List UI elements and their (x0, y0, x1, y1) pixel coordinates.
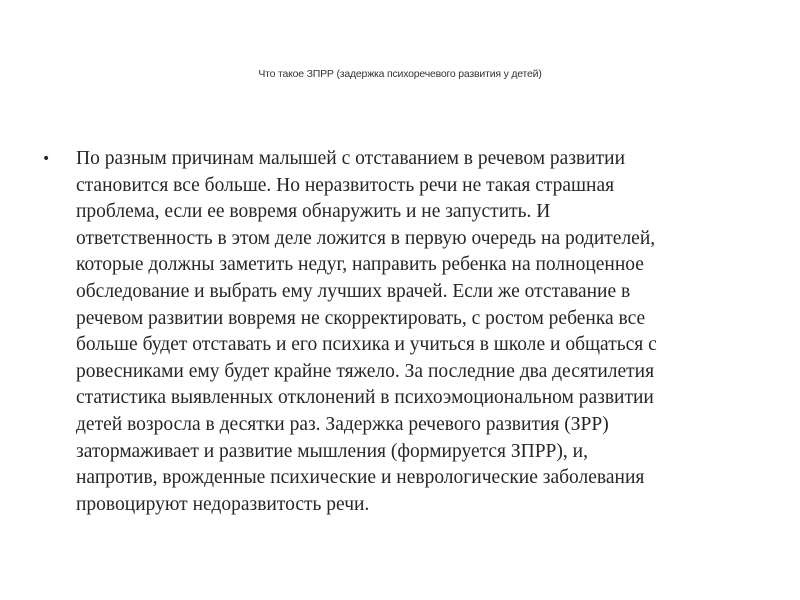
text-line: По разным причинам малышей с отставанием в речевом развитии (76, 148, 626, 169)
bullet-item (42, 146, 762, 518)
bullet-list (42, 146, 762, 518)
slide-title: Что такое ЗПРР (задержка психоречевого развития у детей) (258, 68, 542, 80)
text-line: затормаживает и развитие мышления (формируется ЗПРР), и, (76, 440, 588, 462)
text-line: детей возросла в десятки раз. Задержка речевого развития (ЗРР) (76, 413, 609, 435)
text-line: провоцируют недоразвитость речи. (76, 493, 370, 515)
text-line: больше будет отставать и его психика и учиться в школе и общаться с (76, 334, 657, 356)
text-line: ответственность в этом деле ложится в первую очередь на родителей, (76, 227, 656, 249)
text-line: становится все больше. Но неразвитость речи не такая страшная (76, 174, 615, 196)
text-line: обследование и выбрать ему лучших врачей. Если же отставание в (76, 280, 631, 302)
bullet-text (76, 146, 762, 518)
text-line: которые должны заметить недуг, направить ребенка на полноценное (76, 254, 644, 276)
bullet-dot-icon: • (42, 151, 51, 167)
text-line: напротив, врожденные психические и неврологические заболевания (76, 467, 645, 489)
text-line: ровесниками ему будет крайне тяжело. За последние два десятилетия (76, 360, 655, 382)
text-line: речевом развитии вовремя не скорректировать, с ростом ребенка все (76, 307, 646, 329)
text-line: проблема, если ее вовремя обнаружить и не запустить. И (76, 201, 551, 223)
text-line: статистика выявленных отклонений в психоэмоциональном развитии (76, 387, 654, 409)
